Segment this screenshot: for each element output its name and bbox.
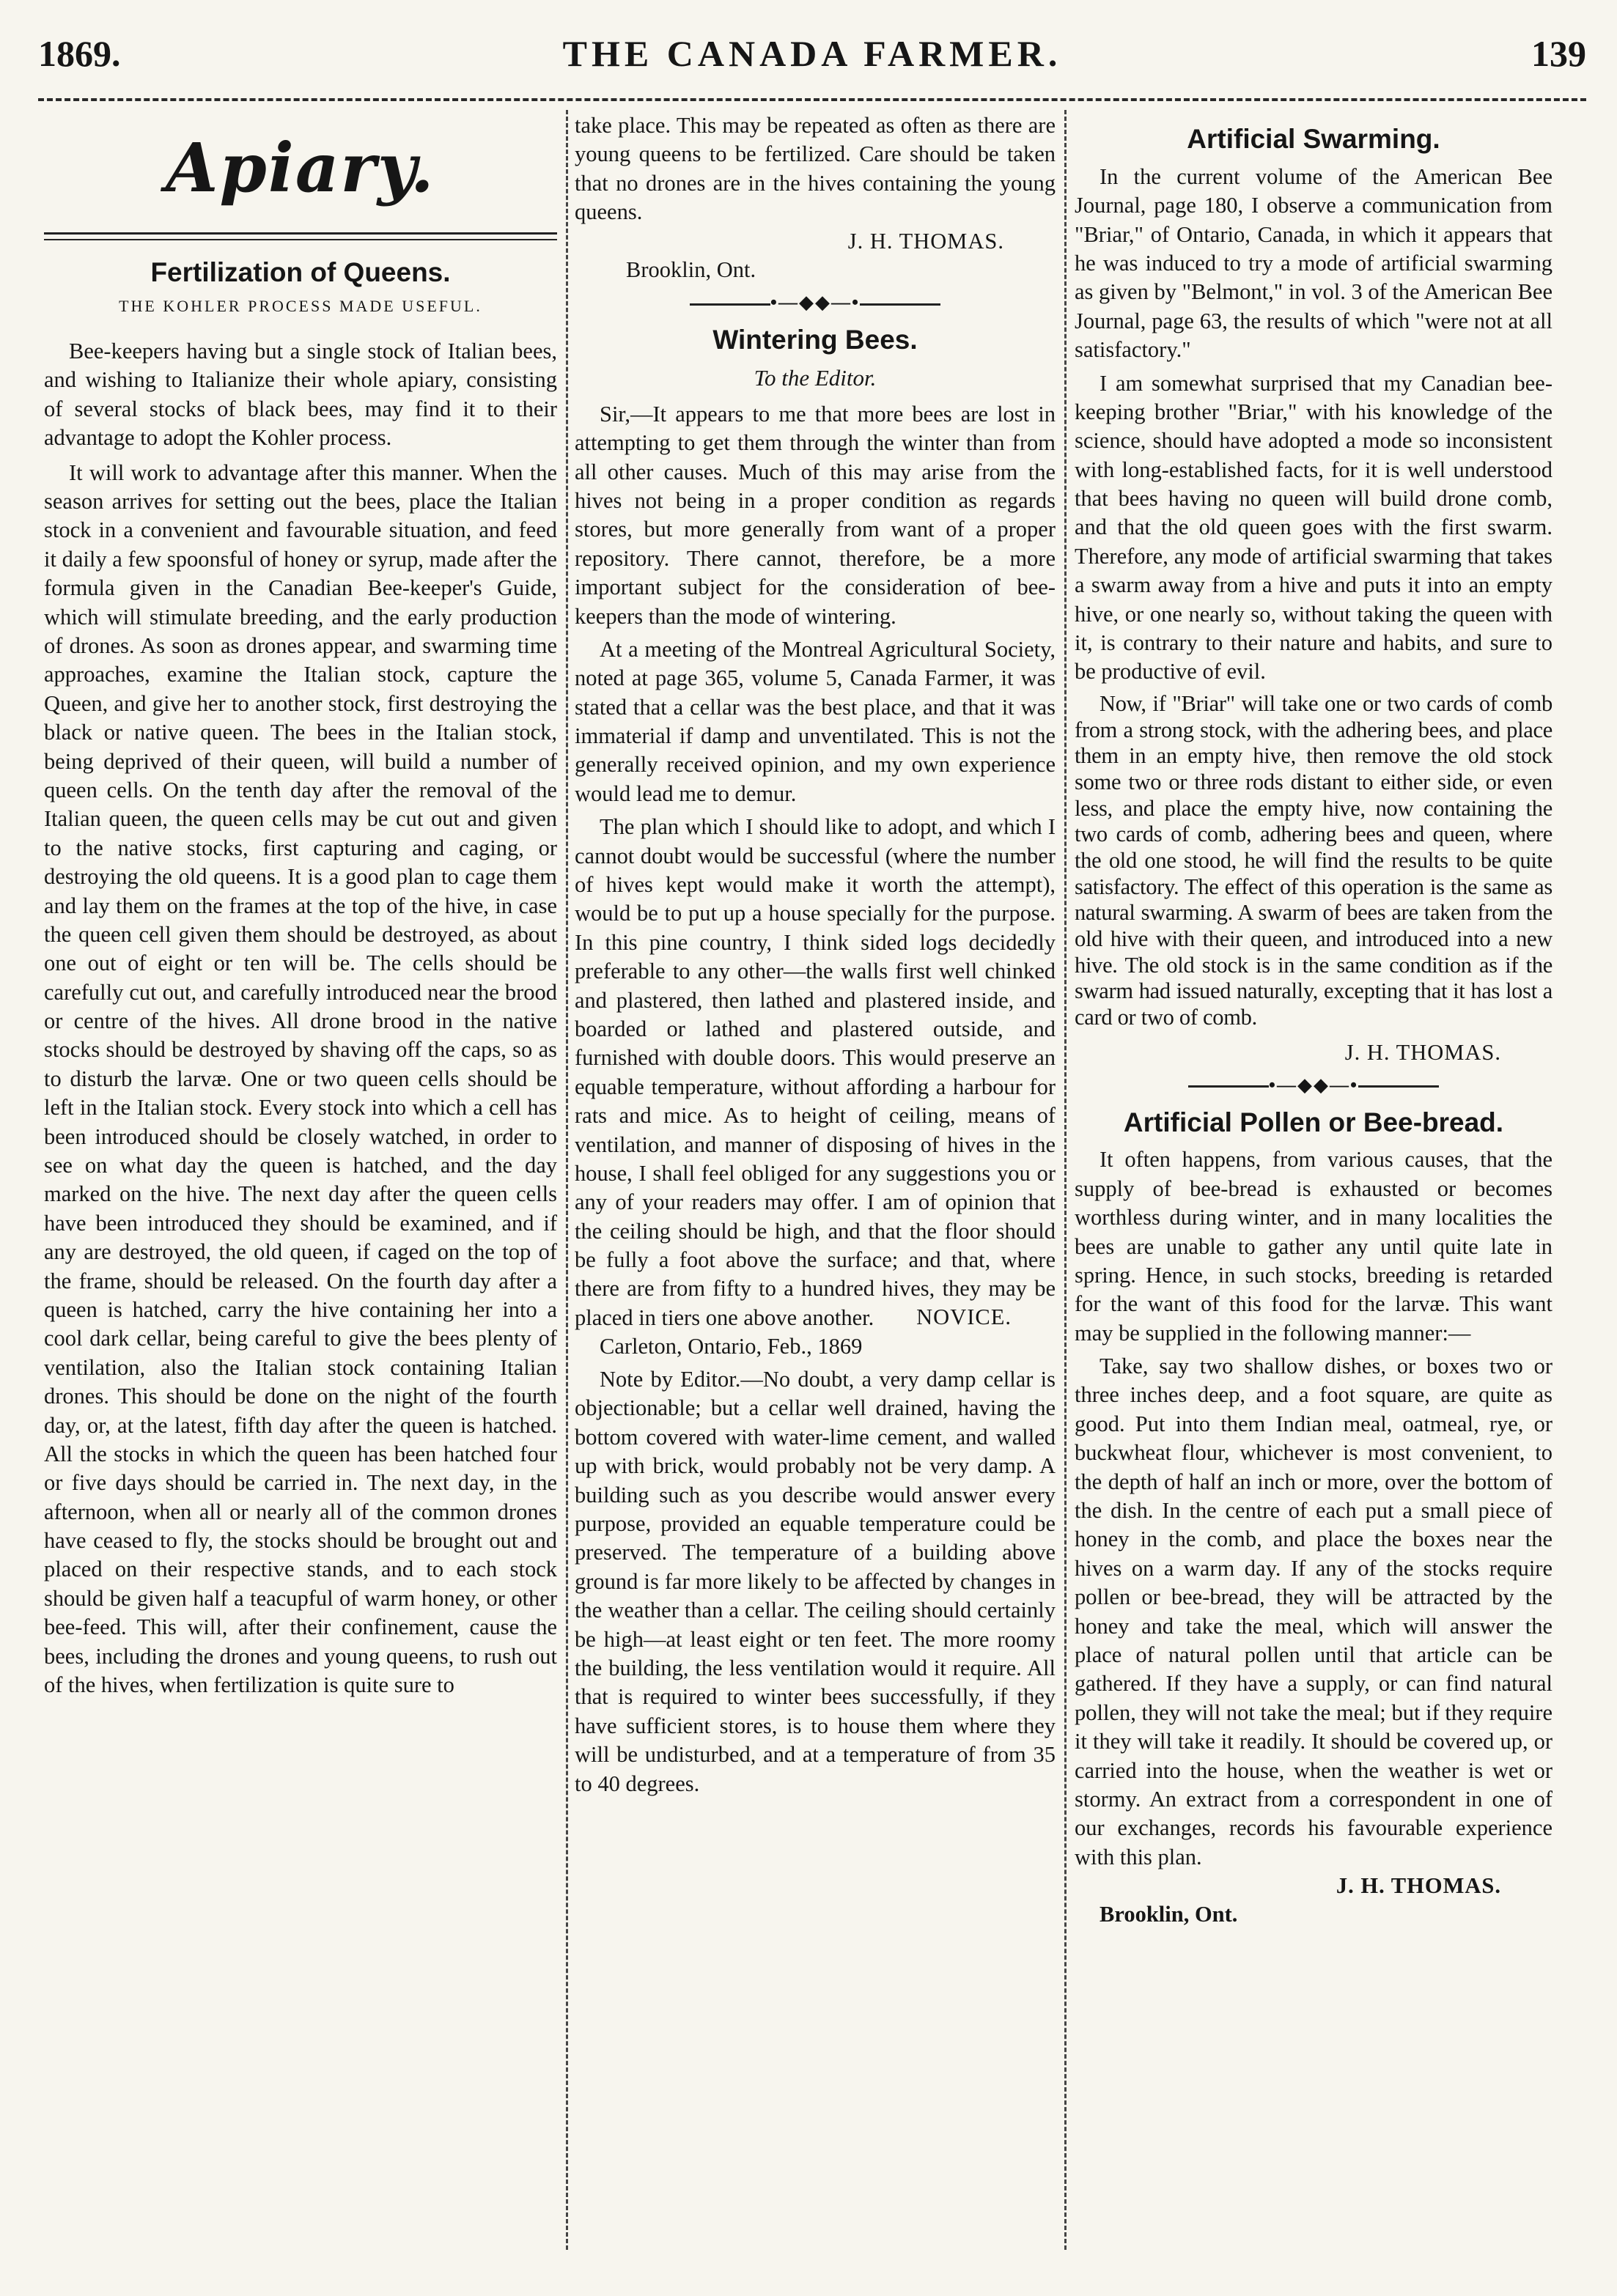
ornament-divider: •—◆◆—• — [575, 290, 1056, 315]
section-rule — [44, 232, 557, 240]
masthead — [38, 32, 1586, 91]
newspaper-title: THE CANADA FARMER. — [562, 33, 1062, 74]
paragraph: take place. This may be repeated as often as there are young queens to be fertilized. Care should be taken that no drones are in the hives containing the young queens. — [575, 113, 1056, 225]
header-rule — [38, 98, 1586, 101]
column-1 — [44, 108, 557, 1699]
page-number: 139 — [1531, 33, 1586, 74]
column-divider — [566, 110, 568, 2250]
signature: J. H. THOMAS. — [1336, 1873, 1501, 1899]
dateline: Brooklin, Ont. — [1100, 1902, 1238, 1927]
dateline: Carleton, Ontario, Feb., 1869 — [600, 1333, 863, 1359]
column-3 — [1075, 108, 1552, 1930]
paragraph: In the current volume of the American Bee Journal, page 180, I observe a communication from "Briar," of Ontario, Canada, in which it appears that he was induced to try a mode of artificial swarming as given by "Belmont," in vol. 3 of the American Bee Journal, page 63, the results of which "were not at all satisfactory." — [1075, 163, 1552, 363]
paragraph: It will work to advantage after this manner. When the season arrives for setting out the bees, place the Italian stock in a convenient and favourable situation, and feed it daily a few spoonsful of honey or syrup, made after the formula given in the Canadian Bee-keeper's Guide, which will stimulate breeding, and the early production of drones. As soon as drones appear, and swarming time approaches, examine the Italian stock, capture the Queen, and give her to another stock, first destroying the black or native queen. The bees in the Italian stock, being deprived of their queen, will build a number of queen cells. On the tenth day after the removal of the Italian queen, the queen cells may be cut out and given to the native stocks, first capturing and caging, or destroying the old queens. It is a good plan to cage them and lay them on the frames at the top of the hive, in case the queen cell given them should be destroyed, as about one out of eight or ten will be. The cells should be carefully cut out, and carefully introduced near the brood or centre of the hives. All drone brood in the native stocks should be destroyed by shaving off the caps, so as to disturb the larvæ. One or two queen cells should be left in the Italian stock. Every stock into which a cell has been introduced should be closely watched, in order to see on what day the queen is hatched, and the day marked on the hive. The next day after the queen cells have been introduced they should be examined, and if any are destroyed, the old queen, if caged on the top of the frame, should be released. On the fourth day after a queen is hatched, carry the hive containing her into a cool dark cellar, being careful to give the bees plenty of ventilation, also the Italian stock containing Italian drones. This should be done on the night of the fourth day, or, at the latest, fifth day after the queen is hatched. All the stocks in which the queen has been hatched four or five days should be carried in. The next day, in the afternoon, when all or nearly all of the common drones have ceased to fly, the stocks should be brought out and placed on their respective stands, and to each stock should be given half a teacupful of warm honey, or other bee-feed. This will, after their confinement, cause the bees, including the drones and young queens, to rush out of the hives, when fertilization is quite sure to — [44, 459, 557, 1698]
article-heading: Artificial Pollen or Bee-bread. — [1123, 1107, 1504, 1137]
column-divider — [1064, 110, 1067, 2250]
ornament-divider: •—◆◆—• — [1075, 1073, 1552, 1098]
paragraph: Bee-keepers having but a single stock of Italian bees, and wishing to Italianize their whole apiary, consisting of several stocks of black bees, may find it to their advantage to adopt the Kohler process. — [44, 339, 557, 451]
salutation: To the Editor. — [754, 364, 877, 391]
article-heading: Wintering Bees. — [712, 324, 918, 355]
paragraph: Now, if "Briar" will take one or two cards of comb from a strong stock, with the adhering bees, and place them in an empty hive, then remove the old stock some two or three rods distant to either side, or even less, and place the empty hive, now containing the two cards of comb, adhering bees and queen, where the old one stood, he will find the results to be quite satisfactory. The effect of this operation is the same as natural swarming. A swarm of bees are taken from the old hive with their queen, and introduced into a new hive. The old stock is in the same condition as if the swarm had issued naturally, excepting that it has lost a card or two of comb. — [1075, 690, 1552, 1030]
signature: J. H. THOMAS. — [1344, 1039, 1501, 1065]
paragraph: Sir,—It appears to me that more bees are lost in attempting to get them through the winter than from all other causes. Much of this may arise from the hives not being in a proper condition as regards stores, but more generally from want of a proper repository. There cannot, therefore, be a more important subject for the consideration of bee-keepers than the mode of wintering. — [575, 401, 1056, 629]
issue-year: 1869. — [38, 33, 121, 74]
signature: NOVICE. — [916, 1304, 1012, 1330]
article-heading: Fertilization of Queens. — [150, 256, 451, 287]
dateline: Brooklin, Ont. — [626, 256, 756, 282]
paragraph: The plan which I should like to adopt, and which I cannot doubt would be successful (where the number of hives kept would make it worth the attempt), would be to put up a house specially for the purpose. In this pine country, I think sided logs decidedly preferable to any other—the walls first well chinked and plastered, then lathed and plastered inside, and boarded or lathed and plastered outside, and furnished with double doors. This would preserve an equable temperature, without affording a harbour for rats and mice. As to height of ceiling, means of ventilation, and manner of disposing of hives in the house, I shall feel obliged for any suggestions you or any of your readers may offer. I am of opinion that the ceiling should be high, and that the floor should be fully a foot above the surface; and that, where there are from fifty to a hundred hives, they may be placed in tiers one above another. — [575, 814, 1056, 1330]
section-title: Apiary. — [166, 128, 435, 207]
paragraph: I am somewhat surprised that my Canadian bee-keeping brother "Briar," with his knowledge of the science, should have adopted a mode so inconsistent with long-established facts, for it is well understood that bees having no queen will build drone comb, and that the old queen goes with the first swarm. Therefore, any mode of artificial swarming that takes a swarm away from a hive and puts it into an empty hive, or one nearly so, without taking the queen with it, is contrary to their nature and habits, and sure to be productive of evil. — [1075, 370, 1552, 684]
column-2 — [575, 111, 1056, 1798]
paragraph: At a meeting of the Montreal Agricultural Society, noted at page 365, volume 5, Canada Farmer, it was stated that a cellar was the best place, and that it was immaterial if damp and unventilated. This is not the generally received opinion, and my own experience would lead me to demur. — [575, 636, 1056, 806]
paragraph: It often happens, from various causes, that the supply of bee-bread is exhausted or becomes worthless during winter, and in many localities the bees are unable to gather any until quite late in spring. Hence, in such stocks, breeding is retarded for the want of this food for the larvæ. This want may be supplied in the following manner:— — [1075, 1147, 1552, 1346]
article-heading: Artificial Swarming. — [1187, 124, 1440, 154]
article-subheading: THE KOHLER PROCESS MADE USEFUL. — [119, 296, 482, 315]
signature: J. H. THOMAS. — [847, 228, 1004, 254]
paragraph: Take, say two shallow dishes, or boxes two or three inches deep, and a foot square, are quite as good. Put into them Indian meal, oatmeal, rye, or buckwheat flour, whichever is most convenient, to the depth of half an inch or more, over the bottom of the dish. In the centre of each put a small piece of honey in the comb, and place the boxes near the hives on a warm day. If any of the stocks require pollen or bee-bread, they will be attracted by the honey and take the meal, which will answer the place of natural pollen until that article can be gathered. If they have a supply, or can find natural pollen, they will not take the meal; but if they require it they will take it readily. It should be covered up, or carried into the house, when the weather is wet or stormy. An extract from a correspondent in one of our exchanges, records his favourable experience with this plan. — [1075, 1354, 1552, 1869]
editor-note: Note by Editor.—No doubt, a very damp cellar is objectionable; but a cellar well drained, having the bottom covered with water-lime cement, and walled up with brick, would probably not be very damp. A building such as you describe would answer every purpose, provided an equable temperature could be preserved. The temperature of a building above ground is far more likely to be affected by changes in the weather than a cellar. The ceiling should certainly be high—at least eight or ten feet. The more roomy the building, the less ventilation would it require. All that is required to winter bees successfully, if they have sufficient stores, is to house them where they will be undisturbed, and at a temperature of from 35 to 40 degrees. — [575, 1367, 1056, 1796]
